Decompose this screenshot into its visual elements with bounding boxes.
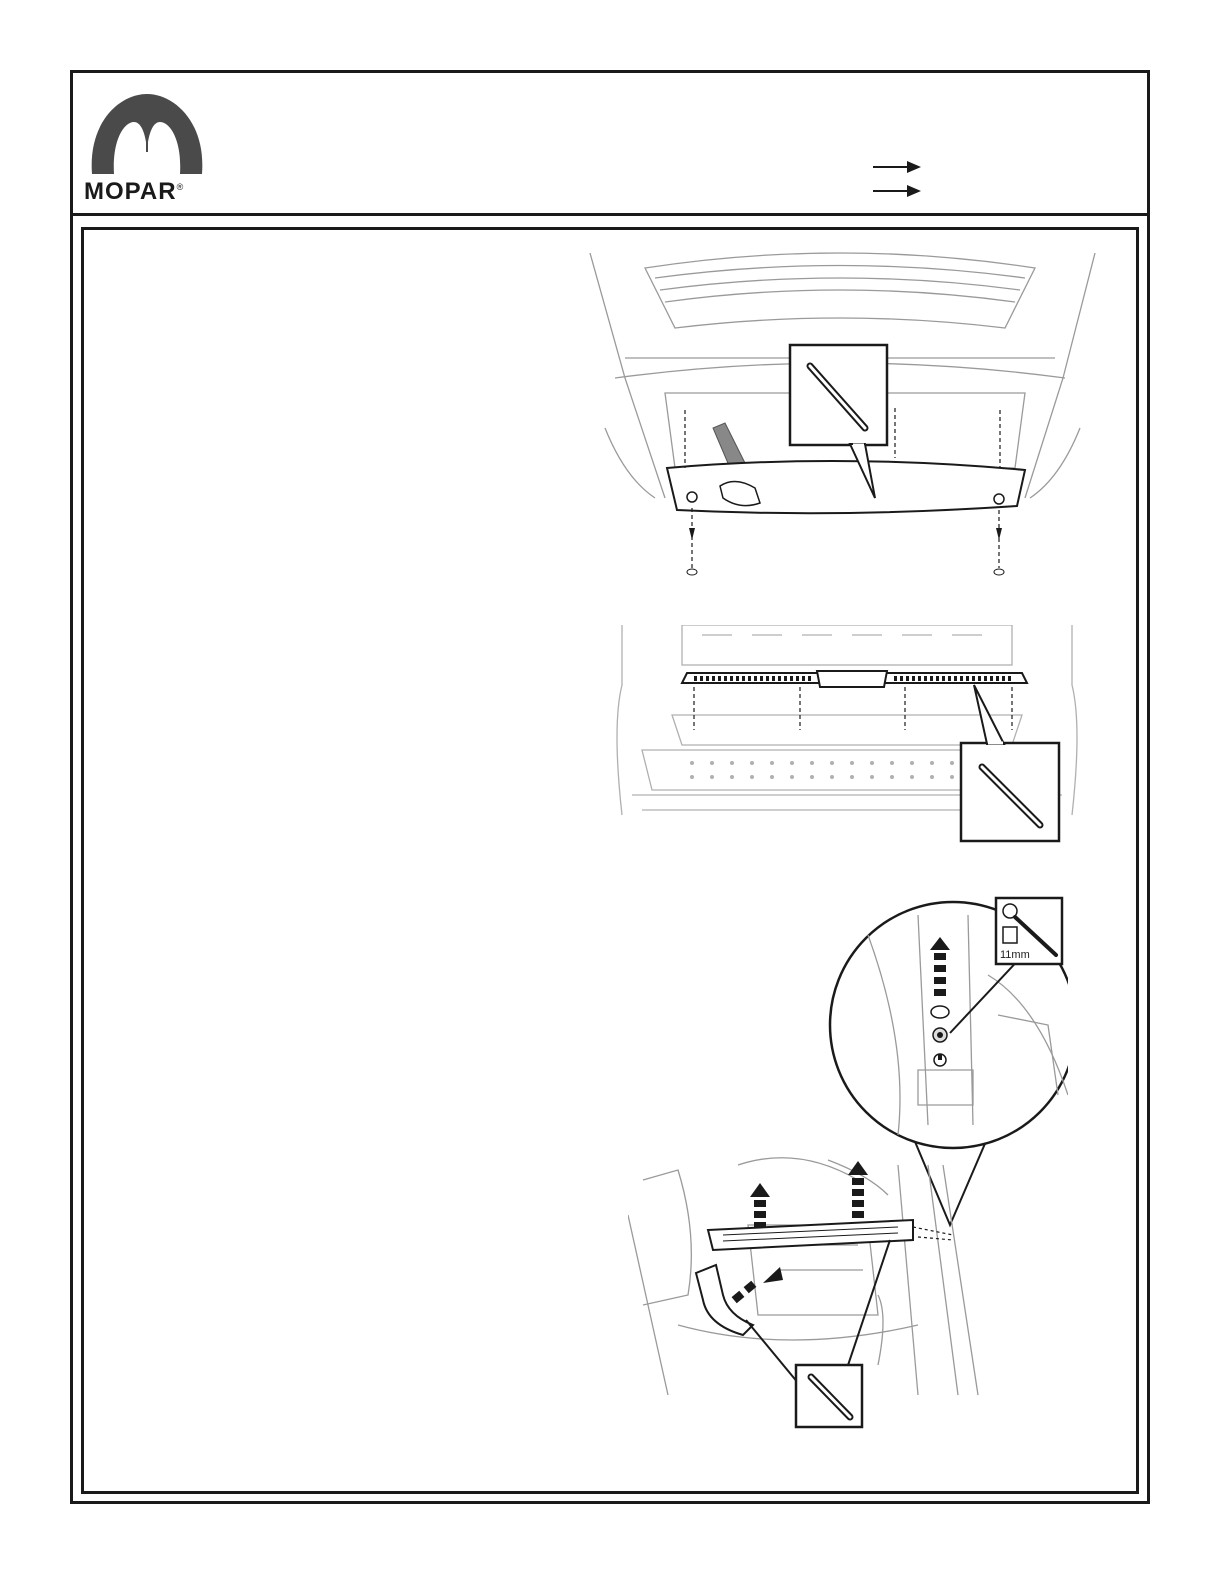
- trademark-symbol: ®: [176, 182, 185, 192]
- figure-rear-trim-removal: [585, 248, 1100, 583]
- brand-wordmark: [84, 178, 184, 206]
- brand-wordmark-text: MOPAR: [84, 178, 177, 205]
- socket-size-label: 11mm: [1000, 949, 1030, 961]
- arrow-right-icon: [873, 160, 923, 174]
- arrow-right-icon: [873, 184, 923, 198]
- figure-sill-plate-removal: [628, 895, 1068, 1435]
- header-band: [70, 70, 1150, 216]
- figure-scuff-plate-removal: [602, 625, 1092, 845]
